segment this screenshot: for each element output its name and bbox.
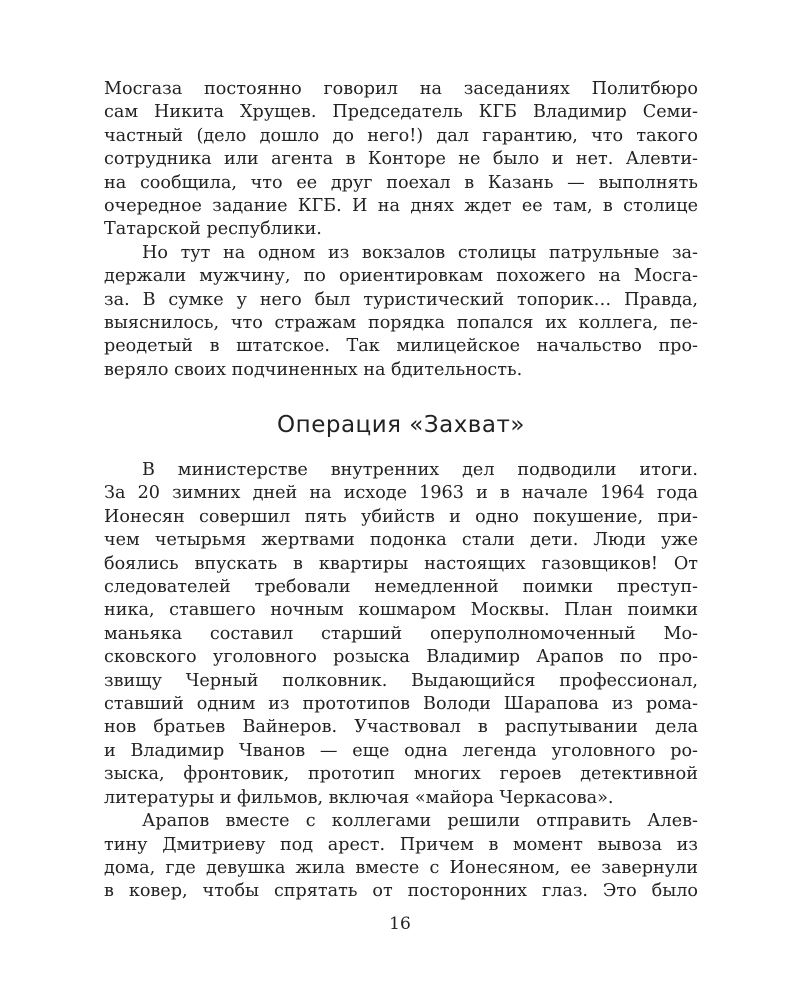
text-line: Но тут на одном из вокзалов столицы патрульные за- [142,242,698,263]
text-line: Арапов вместе с коллегами решили отправить Алев- [142,811,698,832]
text-line: очередное задание КГБ. И на днях ждет ее там, в столице [104,196,698,217]
text-line: следователей требовали немедленной поимки преступ- [104,577,698,598]
section-heading: Операция «Захват» [277,412,525,438]
page-number: 16 [389,914,411,934]
text-line: и Владимир Чванов — еще одна легенда уголовного ро- [104,740,698,761]
text-line: маньяка составил старший оперуполномоченный Мо- [104,623,698,644]
text-line: В министерстве внутренних дел подводили итоги. [142,460,698,480]
text-line: боялись впускать в квартиры настоящих газовщиков! От [104,553,698,574]
text-line: реодетый в штатское. Так милицейское начальство про- [104,336,698,357]
text-line: за. В сумке у него был туристический топорик… Правда, [104,289,698,310]
text-line: Ионесян совершил пять убийств и одно покушение, при- [104,506,698,527]
text-line: звищу Черный полковник. Выдающийся профессионал, [104,670,698,691]
text-line: За 20 зимних дней на исходе 1963 и в начале 1964 года [104,483,698,504]
text-line: чем четырьмя жертвами подонка стали дети. Люди уже [104,530,698,551]
text-line: на сообщила, что ее друг поехал в Казань — выполнять [104,172,698,193]
text-line: нов братьев Вайнеров. Участвовал в распутывании дела [104,717,698,738]
text-line: зыска, фронтовик, прототип многих героев детективной [104,764,698,785]
text-line: ника, ставшего ночным кошмаром Москвы. План поимки [104,600,698,621]
text-line: Мосгаза постоянно говорил на заседаниях Политбюро [104,79,698,99]
text-line: сковского уголовного розыска Владимир Арапов по про- [104,647,698,668]
text-line: сотрудника или агента в Конторе не было и нет. Алевти- [104,149,698,170]
text-line: веряло своих подчиненных на бдительность. [104,359,523,380]
text-line: дома, где девушка жила вместе с Ионесяном, ее завернули [104,857,698,878]
text-line: Татарской республики. [104,219,322,240]
text-line: в ковер, чтобы спрятать от посторонних глаз. Это было [104,881,698,902]
text-section-bottom [104,459,698,904]
text-line: тину Дмитриеву под арест. Причем в момент вывоза из [104,834,698,855]
text-line: выяснилось, что стражам порядка попался их коллега, пе- [104,313,698,334]
text-line: литературы и фильмов, включая «майора Черкасова». [104,787,614,808]
text-line: ставший одним из прототипов Володи Шарапова из рома- [104,694,698,715]
text-section-top [104,78,698,382]
text-line: держали мужчину, по ориентировкам похожего на Мосга- [104,266,698,287]
text-line: частный (дело дошло до него!) дал гарантию, что такого [104,125,698,146]
text-line: сам Никита Хрущев. Председатель КГБ Владимир Семи- [104,102,698,123]
